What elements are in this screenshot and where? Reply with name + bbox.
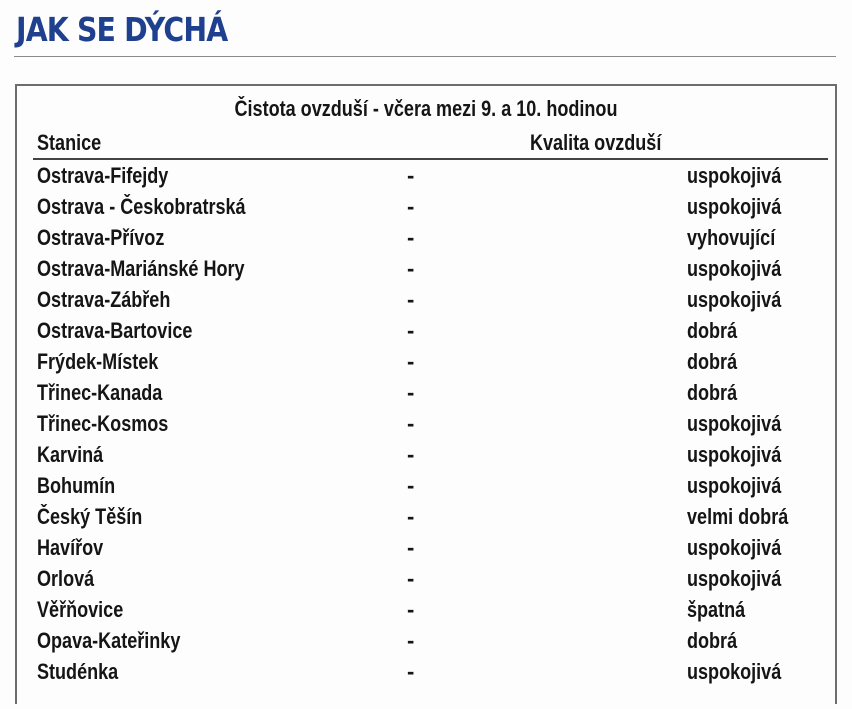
separator-dash: -: [407, 628, 415, 653]
air-quality-value: uspokojivá: [687, 256, 782, 281]
separator-dash: -: [407, 287, 415, 312]
air-quality-value: dobrá: [687, 318, 738, 343]
headline: JAK SE DÝCHÁ: [16, 10, 228, 49]
air-quality-value: špatná: [687, 597, 746, 622]
separator-dash: -: [407, 535, 415, 560]
table-row: [0, 286, 852, 317]
separator-dash: -: [407, 349, 415, 374]
station-name: Frýdek-Místek: [37, 349, 159, 374]
table-row: [0, 503, 852, 534]
separator-dash: -: [407, 225, 415, 250]
table-row: [0, 348, 852, 379]
station-name: Třinec-Kosmos: [37, 411, 169, 436]
separator-dash: -: [407, 256, 415, 281]
air-quality-value: dobrá: [687, 628, 738, 653]
table-body: [0, 162, 852, 689]
station-name: Karviná: [37, 442, 104, 467]
air-quality-value: uspokojivá: [687, 163, 782, 188]
air-quality-value: uspokojivá: [687, 411, 782, 436]
table-row: [0, 441, 852, 472]
column-header-quality: Kvalita ovzduší: [530, 130, 662, 155]
station-name: Bohumín: [37, 473, 116, 498]
station-name: Ostrava-Přívoz: [37, 225, 165, 250]
separator-dash: -: [407, 473, 415, 498]
separator-dash: -: [407, 411, 415, 436]
table-row: [0, 596, 852, 627]
station-name: Český Těšín: [37, 504, 143, 529]
table-row: [0, 379, 852, 410]
station-name: Ostrava-Mariánské Hory: [37, 256, 245, 281]
air-quality-value: dobrá: [687, 380, 738, 405]
station-name: Opava-Kateřinky: [37, 628, 181, 653]
table-row: [0, 224, 852, 255]
table-row: [0, 255, 852, 286]
table-row: [0, 162, 852, 193]
station-name: Věřňovice: [37, 597, 124, 622]
separator-dash: -: [407, 380, 415, 405]
table-row: [0, 565, 852, 596]
air-quality-value: uspokojivá: [687, 442, 782, 467]
separator-dash: -: [407, 504, 415, 529]
separator-dash: -: [407, 163, 415, 188]
separator-dash: -: [407, 566, 415, 591]
separator-dash: -: [407, 194, 415, 219]
station-name: Orlová: [37, 566, 95, 591]
headline-divider: [14, 56, 836, 57]
air-quality-value: uspokojivá: [687, 535, 782, 560]
station-name: Studénka: [37, 659, 119, 684]
station-name: Ostrava-Fifejdy: [37, 163, 169, 188]
air-quality-value: uspokojivá: [687, 566, 782, 591]
table-row: [0, 317, 852, 348]
air-quality-value: vyhovující: [687, 225, 776, 250]
separator-dash: -: [407, 597, 415, 622]
station-name: Ostrava - Českobratrská: [37, 194, 246, 219]
table-caption: Čistota ovzduší - včera mezi 9. a 10. hodinou: [234, 96, 618, 121]
air-quality-value: uspokojivá: [687, 659, 782, 684]
table-row: [0, 534, 852, 565]
air-quality-value: uspokojivá: [687, 287, 782, 312]
separator-dash: -: [407, 318, 415, 343]
table-row: [0, 410, 852, 441]
station-name: Ostrava-Zábřeh: [37, 287, 171, 312]
column-header-station: Stanice: [37, 130, 102, 155]
station-name: Ostrava-Bartovice: [37, 318, 193, 343]
table-row: [0, 658, 852, 689]
table-row: [0, 472, 852, 503]
air-quality-value: velmi dobrá: [687, 504, 789, 529]
separator-dash: -: [407, 659, 415, 684]
station-name: Třinec-Kanada: [37, 380, 163, 405]
air-quality-value: uspokojivá: [687, 194, 782, 219]
air-quality-value: dobrá: [687, 349, 738, 374]
table-row: [0, 627, 852, 658]
air-quality-value: uspokojivá: [687, 473, 782, 498]
separator-dash: -: [407, 442, 415, 467]
station-name: Havířov: [37, 535, 104, 560]
header-divider: [33, 158, 828, 160]
table-row: [0, 193, 852, 224]
